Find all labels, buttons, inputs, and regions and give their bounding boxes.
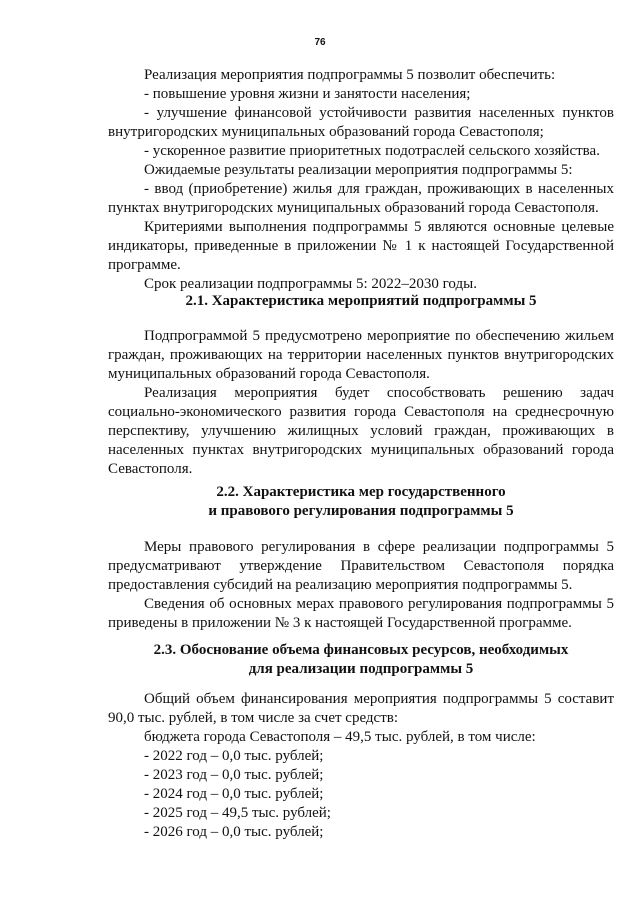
section-2-3-body xyxy=(108,690,614,842)
list-item: - 2025 год – 49,5 тыс. рублей; xyxy=(144,805,331,821)
section-2-1-body xyxy=(108,327,614,479)
paragraph: Реализация мероприятия подпрограммы 5 позволит обеспечить: xyxy=(144,67,556,83)
section-2-2 xyxy=(108,483,614,521)
page-number: 76 xyxy=(314,37,326,48)
bullet-item: - улучшение финансовой устойчивости развития населенных пунктов внутригородских муниципальных образований города Севастополя; xyxy=(108,105,614,140)
section-heading-line2: для реализации подпрограммы 5 xyxy=(248,661,474,677)
list-item: - 2022 год – 0,0 тыс. рублей; xyxy=(144,748,324,764)
list-item: - 2023 год – 0,0 тыс. рублей; xyxy=(144,767,324,783)
intro-block xyxy=(108,66,614,294)
section-2-3 xyxy=(108,641,614,679)
list-item: - 2026 год – 0,0 тыс. рублей; xyxy=(144,824,324,840)
section-2-1 xyxy=(108,292,614,311)
section-heading-line2: и правового регулирования подпрограммы 5 xyxy=(208,503,514,519)
section-heading: 2.1. Характеристика мероприятий подпрограммы 5 xyxy=(185,293,537,309)
section-2-2-body xyxy=(108,538,614,633)
paragraph: Критериями выполнения подпрограммы 5 являются основные целевые индикаторы, приведенные в приложении № 1 к настоящей Государственной программе. xyxy=(108,219,614,273)
paragraph: Общий объем финансирования мероприятия подпрограммы 5 составит 90,0 тыс. рублей, в том числе за счет средств: xyxy=(108,691,614,726)
paragraph: Ожидаемые результаты реализации мероприятия подпрограммы 5: xyxy=(144,162,573,178)
section-heading-line1: 2.3. Обоснование объема финансовых ресурсов, необходимых xyxy=(153,642,569,658)
paragraph: Срок реализации подпрограммы 5: 2022–2030 годы. xyxy=(144,276,477,292)
paragraph: Реализация мероприятия будет способствовать решению задач социально-экономического развития города Севастополя на среднесрочную перспективу, улучшению жилищных условий граждан, проживающих в населенных пунктах внутригородских муниципальных образований города Севастополя. xyxy=(108,385,614,477)
bullet-item: - ввод (приобретение) жилья для граждан, проживающих в населенных пунктах внутригородских муниципальных образований города Севастополя. xyxy=(108,181,614,216)
bullet-item: - повышение уровня жизни и занятости населения; xyxy=(144,86,471,102)
paragraph: бюджета города Севастополя – 49,5 тыс. рублей, в том числе: xyxy=(144,729,536,745)
paragraph: Подпрограммой 5 предусмотрено мероприятие по обеспечению жильем граждан, проживающих на территории населенных пунктов внутригородских муниципальных образований города Севастополя. xyxy=(108,328,614,382)
section-heading-line1: 2.2. Характеристика мер государственного xyxy=(216,484,506,500)
list-item: - 2024 год – 0,0 тыс. рублей; xyxy=(144,786,324,802)
paragraph: Сведения об основных мерах правового регулирования подпрограммы 5 приведены в приложении № 3 к настоящей Государственной программе. xyxy=(108,596,614,631)
bullet-item: - ускоренное развитие приоритетных подотраслей сельского хозяйства. xyxy=(144,143,600,159)
paragraph: Меры правового регулирования в сфере реализации подпрограммы 5 предусматривают утверждение Правительством Севастополя порядка предоставления субсидий на реализацию мероприятия подпрограммы 5. xyxy=(108,539,614,593)
